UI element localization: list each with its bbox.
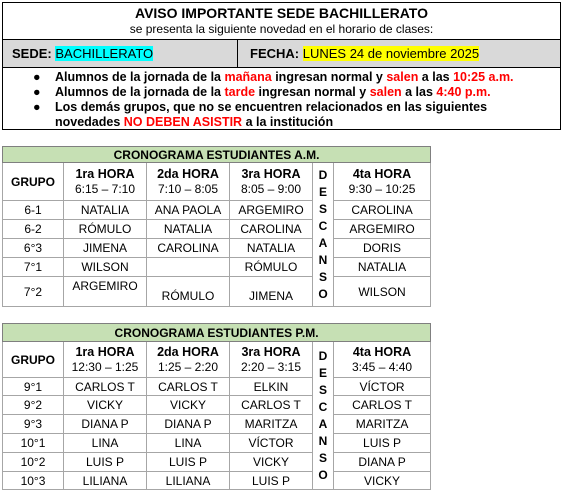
teacher-cell: NATALIA <box>64 201 147 220</box>
teacher-cell: ARGEMIRO <box>230 201 313 220</box>
fecha-label: FECHA: <box>250 46 300 61</box>
descanso-column: D E S C A N S O <box>313 163 334 307</box>
bullet-item-afternoon <box>3 85 560 100</box>
table-caption: CRONOGRAMA ESTUDIANTES P.M. <box>3 324 431 342</box>
bullet-text: a la institución <box>242 115 334 129</box>
table-row <box>3 239 431 258</box>
teacher-cell: MARITZA <box>334 415 431 434</box>
teacher-cell: LUIS P <box>147 453 230 472</box>
teacher-cell: DORIS <box>334 239 431 258</box>
grupo-cell: 6-2 <box>3 220 64 239</box>
grupo-header: GRUPO <box>3 342 64 378</box>
bullet-highlight: NO DEBEN ASISTIR <box>123 115 243 129</box>
teacher-cell: CAROLINA <box>147 239 230 258</box>
bullet-time: 4:40 p.m. <box>436 85 491 99</box>
schedule-table-pm <box>2 323 431 490</box>
bullet-text: Alumnos de la jornada de la <box>55 70 225 84</box>
notice-title: AVISO IMPORTANTE SEDE BACHILLERATO <box>135 5 428 21</box>
notice-box <box>2 2 561 130</box>
bullet-text: Los demás grupos, que no se encuentren relacionados en las siguientes novedades <box>55 100 488 129</box>
teacher-cell: VICKY <box>64 396 147 415</box>
hour-header: 3ra HORA 2:20 – 3:15 <box>230 342 313 378</box>
grupo-cell: 9°3 <box>3 415 64 434</box>
teacher-cell: NATALIA <box>230 239 313 258</box>
teacher-cell: CARLOS T <box>230 396 313 415</box>
bullet-dot-icon: ● <box>33 100 41 114</box>
teacher-cell: RÓMULO <box>147 277 230 307</box>
table-row <box>3 201 431 220</box>
teacher-cell: CAROLINA <box>334 201 431 220</box>
table-row <box>3 434 431 453</box>
teacher-cell: LINA <box>64 434 147 453</box>
bullet-time: 10:25 a.m. <box>453 70 514 84</box>
sede-fecha-row <box>3 39 560 68</box>
teacher-cell: LUIS P <box>334 434 431 453</box>
teacher-cell: DIANA P <box>64 415 147 434</box>
teacher-cell: CARLOS T <box>334 396 431 415</box>
grupo-cell: 7°2 <box>3 277 64 307</box>
hour-header: 2da HORA 7:10 – 8:05 <box>147 163 230 201</box>
notice-bullets <box>3 70 560 130</box>
teacher-cell: VICKY <box>230 453 313 472</box>
teacher-cell: LUIS P <box>230 472 313 490</box>
teacher-cell: NATALIA <box>147 220 230 239</box>
descanso-column: D E S C A N S O <box>313 342 334 490</box>
teacher-cell: CAROLINA <box>230 220 313 239</box>
teacher-cell: VÍCTOR <box>334 378 431 396</box>
teacher-cell: DIANA P <box>147 415 230 434</box>
sede-value: BACHILLERATO <box>55 46 154 61</box>
bullet-item-morning <box>3 70 560 85</box>
bullet-text: ingresan normal y <box>255 85 370 99</box>
bullet-text: a las <box>418 70 454 84</box>
grupo-header: GRUPO <box>3 163 64 201</box>
teacher-cell: ARGEMIRO <box>64 277 147 307</box>
table-row <box>3 396 431 415</box>
grupo-cell: 10°3 <box>3 472 64 490</box>
teacher-cell: LUIS P <box>64 453 147 472</box>
bullet-highlight: mañana <box>224 70 272 84</box>
fecha-cell <box>238 40 560 67</box>
teacher-cell: JIMENA <box>64 239 147 258</box>
table-row <box>3 378 431 396</box>
bullet-highlight: salen <box>369 85 402 99</box>
hour-header: 2da HORA 1:25 – 2:20 <box>147 342 230 378</box>
teacher-cell: CARLOS T <box>147 378 230 396</box>
table-caption: CRONOGRAMA ESTUDIANTES A.M. <box>3 147 431 163</box>
hour-header: 3ra HORA 8:05 – 9:00 <box>230 163 313 201</box>
bullet-text: Alumnos de la jornada de la <box>55 85 225 99</box>
table-row <box>3 453 431 472</box>
grupo-cell: 7°1 <box>3 258 64 277</box>
grupo-cell: 9°1 <box>3 378 64 396</box>
grupo-cell: 10°1 <box>3 434 64 453</box>
hour-header: 1ra HORA 12:30 – 1:25 <box>64 342 147 378</box>
bullet-dot-icon: ● <box>33 70 41 84</box>
teacher-cell: VICKY <box>147 396 230 415</box>
teacher-cell: LINA <box>147 434 230 453</box>
bullet-highlight: salen <box>386 70 419 84</box>
hour-header: 1ra HORA 6:15 – 7:10 <box>64 163 147 201</box>
teacher-cell: DIANA P <box>334 453 431 472</box>
teacher-cell: VÍCTOR <box>230 434 313 453</box>
hour-header: 4ta HORA 9:30 – 10:25 <box>334 163 431 201</box>
teacher-cell: LILIANA <box>147 472 230 490</box>
grupo-cell: 9°2 <box>3 396 64 415</box>
teacher-cell: VICKY <box>334 472 431 490</box>
teacher-cell: JIMENA <box>230 277 313 307</box>
teacher-cell: RÓMULO <box>230 258 313 277</box>
teacher-cell <box>147 258 230 277</box>
sede-label: SEDE: <box>12 46 52 61</box>
bullet-dot-icon: ● <box>33 85 41 99</box>
teacher-cell: ANA PAOLA <box>147 201 230 220</box>
bullet-text: ingresan normal y <box>271 70 387 84</box>
teacher-cell: RÓMULO <box>64 220 147 239</box>
teacher-cell: LILIANA <box>64 472 147 490</box>
bullet-highlight: tarde <box>224 85 256 99</box>
schedule-table-am <box>2 146 431 307</box>
teacher-cell: ELKIN <box>230 378 313 396</box>
teacher-cell: ARGEMIRO <box>334 220 431 239</box>
teacher-cell: CARLOS T <box>64 378 147 396</box>
teacher-cell: WILSON <box>334 277 431 307</box>
bullet-text: a las <box>401 85 437 99</box>
table-row <box>3 415 431 434</box>
bullet-item-other-groups <box>3 100 560 130</box>
table-row <box>3 220 431 239</box>
grupo-cell: 6-1 <box>3 201 64 220</box>
grupo-cell: 10°2 <box>3 453 64 472</box>
teacher-cell: WILSON <box>64 258 147 277</box>
table-row <box>3 472 431 490</box>
fecha-value: LUNES 24 de noviembre 2025 <box>302 46 480 61</box>
teacher-cell: MARITZA <box>230 415 313 434</box>
hour-header: 4ta HORA 3:45 – 4:40 <box>334 342 431 378</box>
table-row <box>3 258 431 277</box>
table-row <box>3 277 431 307</box>
notice-subtitle: se presenta la siguiente novedad en el horario de clases: <box>129 22 434 36</box>
grupo-cell: 6°3 <box>3 239 64 258</box>
sede-cell <box>3 40 238 67</box>
teacher-cell: NATALIA <box>334 258 431 277</box>
